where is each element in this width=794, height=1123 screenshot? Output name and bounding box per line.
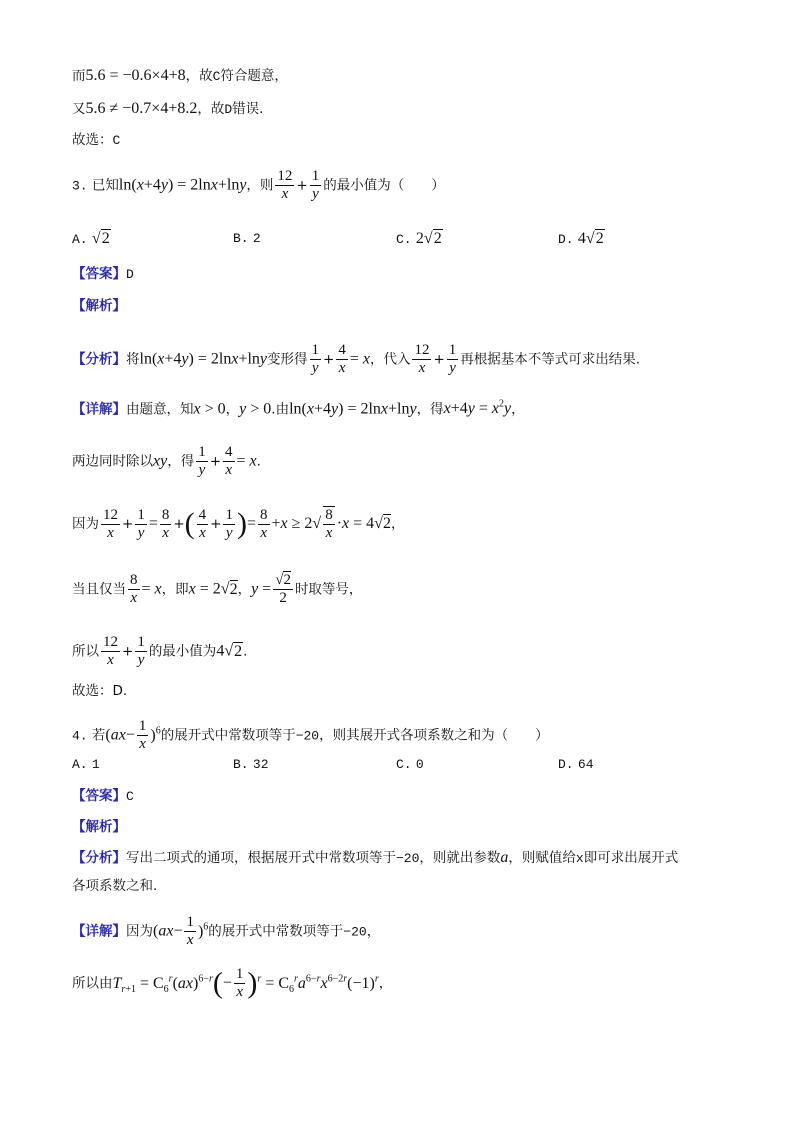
math: $T_{r+1} = C_6^r(ax)^{6-r}$ [112, 973, 213, 995]
question-number: 4. [72, 728, 88, 744]
text: ，故 [185, 68, 213, 84]
option-a [72, 230, 111, 248]
text: 的最小值为 [148, 643, 217, 660]
text: C [112, 133, 121, 148]
text: 所以 [72, 643, 99, 660]
line-3 [72, 130, 120, 151]
option-label: B. [233, 757, 249, 772]
option-d [558, 756, 594, 772]
text: .由 [271, 401, 290, 418]
math: (ax− [105, 726, 135, 744]
option-label: C. [396, 757, 412, 772]
line-12 [72, 572, 362, 607]
value: −20 [343, 924, 367, 940]
math: +x ≥ 2√ [271, 515, 322, 532]
text: 将 [126, 351, 140, 368]
text: ， [225, 401, 240, 418]
text: . [243, 643, 248, 660]
option-label: D. [558, 757, 574, 772]
line-2 [72, 99, 263, 120]
math: 2√2 [415, 230, 442, 247]
text: 当且仅当 [72, 581, 126, 598]
xiangjie-3 [72, 395, 525, 419]
text: 符合题意， [220, 68, 288, 84]
option-value: 2 [252, 231, 261, 246]
fraction: $\frac{12}{x}$ [103, 634, 118, 668]
text: ， [378, 975, 393, 992]
option-label: B. [233, 231, 249, 246]
text: 的展开式中常数项等于 [160, 727, 296, 744]
text: ，代入 [369, 351, 411, 368]
text: . [256, 453, 261, 470]
math: ) [236, 507, 247, 540]
math: x > 0 [193, 400, 226, 418]
text: ，则就出参数 [419, 850, 501, 866]
text: ，即 [161, 581, 189, 598]
answer-4 [72, 786, 134, 807]
fenxi-tag: 【分析】 [72, 850, 126, 866]
value: −20 [396, 851, 420, 866]
math: ) [247, 966, 258, 1000]
fraction: $\frac{12}{x}$ [277, 168, 293, 202]
value: −20 [295, 728, 320, 744]
text: 变形得 [267, 351, 308, 368]
option-label: D. [558, 232, 574, 247]
line-10: 两边同时除以xy，得 $\frac{1}{y}$ + $\frac{4}{x}$ = x. [72, 444, 261, 478]
fraction: $\frac{12}{x}$ [414, 342, 430, 376]
xiangjie-4 [72, 914, 380, 949]
math: ·x = 4√2 [336, 515, 391, 532]
text: 故选：D. [72, 683, 128, 699]
analysis-tag: 【解析】 [72, 819, 126, 835]
option-value: 0 [415, 757, 424, 772]
math: 5.6 = −0.6×4+8 [85, 67, 186, 84]
text: 再根据基本不等式可求出结果. [460, 351, 641, 368]
text: 的展开式中常数项等于 [208, 923, 344, 940]
question-3: 3. 已知ln(x+4y) = 2lnx+lny，则 $\frac{12}{x}$ + $\frac{1}{y}$ 的最小值为（ ） [72, 168, 445, 202]
option-d [558, 230, 605, 248]
answer-value: C [126, 789, 134, 804]
math: = x [349, 350, 370, 368]
fraction: $\frac{12}{x}$ [103, 506, 118, 541]
math: y = [251, 580, 272, 598]
analysis-4 [72, 817, 126, 837]
answer-value: D [126, 267, 134, 282]
option-label: A. [72, 757, 88, 772]
fraction: $\frac{1}{y}$ [225, 506, 233, 541]
text: ，则赋值给 [508, 850, 576, 866]
math: = x [236, 452, 257, 470]
option-value: 32 [252, 757, 269, 772]
fraction: $\frac{4}{x}$ [338, 342, 346, 376]
math: x = 2√2 [188, 580, 238, 598]
text: 因为 [72, 516, 99, 532]
text: ， [390, 516, 405, 532]
math: ln(x+4y) = 2lnx+lny [289, 400, 417, 418]
text: 所以由 [72, 975, 113, 992]
fraction: $\frac{8}{x}$ [130, 572, 138, 606]
fraction: $\frac{1}{x}$ [235, 966, 244, 1000]
answer-tag: 【答案】 [72, 788, 126, 804]
text: 故选： [72, 132, 113, 148]
option-value: 64 [577, 757, 594, 772]
text: C [212, 69, 221, 84]
fraction: $\frac{1}{y}$ [311, 342, 320, 376]
fraction: $\frac{4}{x}$ [225, 444, 233, 478]
line-1 [72, 66, 288, 87]
analysis-3 [72, 296, 126, 316]
math: a [500, 849, 509, 866]
math: 4√2 [216, 642, 243, 660]
text: ，则 [246, 177, 274, 194]
math: (ax− [153, 922, 183, 940]
option-label: A. [72, 232, 88, 247]
text: 已知 [91, 177, 119, 194]
text: ，得 [416, 401, 444, 418]
text: ，则其展开式各项系数之和为（ ） [319, 727, 549, 744]
fraction: $\frac{1}{y}$ [448, 342, 457, 376]
answer-tag: 【答案】 [72, 266, 126, 282]
text: ，得 [167, 453, 195, 470]
option-c [396, 756, 424, 772]
math: − [222, 974, 232, 992]
text: 写出二项式的通项，根据展开式中常数项等于 [126, 850, 396, 866]
line-11: 因为 $\frac{12}{x}$ + $\frac{1}{y}$ = $\frac{8}{x}$ +( $\frac{4}{x}$ + $\frac{1}{y}$ )= $\frac{8}{x}$ +x ≥ 2√ $\frac{8}{x}$ ·x = 4√2， [72, 506, 405, 541]
math: = [246, 515, 256, 532]
text: 即可求出展开式 [583, 850, 679, 866]
text: ， [366, 923, 381, 940]
fraction: $\frac{8}{x}$ [260, 506, 268, 541]
math: ln(x+4y) = 2lnx+lny [118, 176, 247, 194]
fraction: $\frac{1}{x}$ [138, 718, 147, 752]
fraction: $\frac{1}{y}$ [137, 506, 145, 541]
fenxi-4 [72, 848, 678, 869]
question-4 [72, 718, 549, 753]
math: $^r = C_6^ra^{6-r}x^{6-2r}(-1)^r$ [257, 973, 379, 995]
line-22 [72, 966, 392, 1001]
fraction: $\frac{8}{x}$ [325, 507, 333, 541]
text: 的最小值为（ ） [323, 177, 445, 194]
xiangjie-tag: 【详解】 [72, 923, 126, 940]
text: 各项系数之和. [72, 878, 158, 894]
math: x [575, 851, 584, 866]
answer-3 [72, 264, 134, 285]
text: 时取等号， [294, 581, 363, 598]
text: D [224, 102, 233, 117]
text: 若 [91, 727, 106, 744]
option-c [396, 230, 443, 248]
text: 两边同时除以 [72, 453, 153, 470]
fenxi-3: 【分析】将ln(x+4y) = 2lnx+lny变形得 $\frac{1}{y}$ + $\frac{4}{x}$ = x，代入 $\frac{12}{x}$ + $\frac{1}{y}$ 再根据基本不等式可求出结果. [72, 342, 641, 376]
fraction: $\frac{4}{x}$ [198, 506, 207, 541]
fraction: $\frac{8}{x}$ [161, 506, 170, 541]
math: )$^6$ [197, 921, 209, 940]
text: 又 [72, 101, 86, 117]
fraction: $\frac{1}{y}$ [198, 444, 206, 478]
math: √2 [91, 230, 110, 247]
math: $x+4y = x^2y$ [443, 399, 512, 418]
math: ln(x+4y) = 2lnx+lny [139, 350, 268, 368]
fraction: $\frac{1}{x}$ [186, 914, 194, 948]
math: y > 0 [239, 400, 272, 418]
option-label: C. [396, 232, 412, 247]
option-b [233, 230, 261, 246]
fraction: $\frac{√2}{2}$ [275, 572, 291, 606]
text: 因为 [126, 923, 153, 940]
text: 而 [72, 68, 86, 84]
analysis-tag: 【解析】 [72, 298, 126, 314]
option-value: 1 [91, 757, 100, 772]
text: ，故 [197, 101, 225, 117]
text: 由题意，知 [126, 401, 194, 418]
text: ， [511, 401, 525, 418]
fenxi-tag: 【分析】 [72, 351, 126, 368]
math: xy [153, 452, 168, 470]
text: 错误. [232, 101, 264, 117]
text: ， [237, 581, 252, 598]
math: )$^6$ [150, 725, 161, 744]
math: 5.6 ≠ −0.7×4+8.2 [85, 100, 198, 117]
math: 4√2 [577, 230, 604, 247]
math: = x [141, 580, 162, 598]
line-13: 所以 $\frac{12}{x}$ + $\frac{1}{y}$ 的最小值为4√2. [72, 634, 248, 668]
line-14 [72, 681, 127, 701]
option-a [72, 756, 100, 772]
math: = [148, 515, 158, 532]
math: ( [212, 966, 223, 1000]
fraction: $\frac{1}{y}$ [311, 168, 320, 202]
option-b [233, 756, 269, 772]
fraction: $\frac{1}{y}$ [137, 634, 145, 668]
math: ( [184, 507, 195, 540]
question-number: 3. [72, 178, 88, 194]
xiangjie-tag: 【详解】 [72, 401, 126, 418]
fenxi-4-cont [72, 876, 157, 896]
